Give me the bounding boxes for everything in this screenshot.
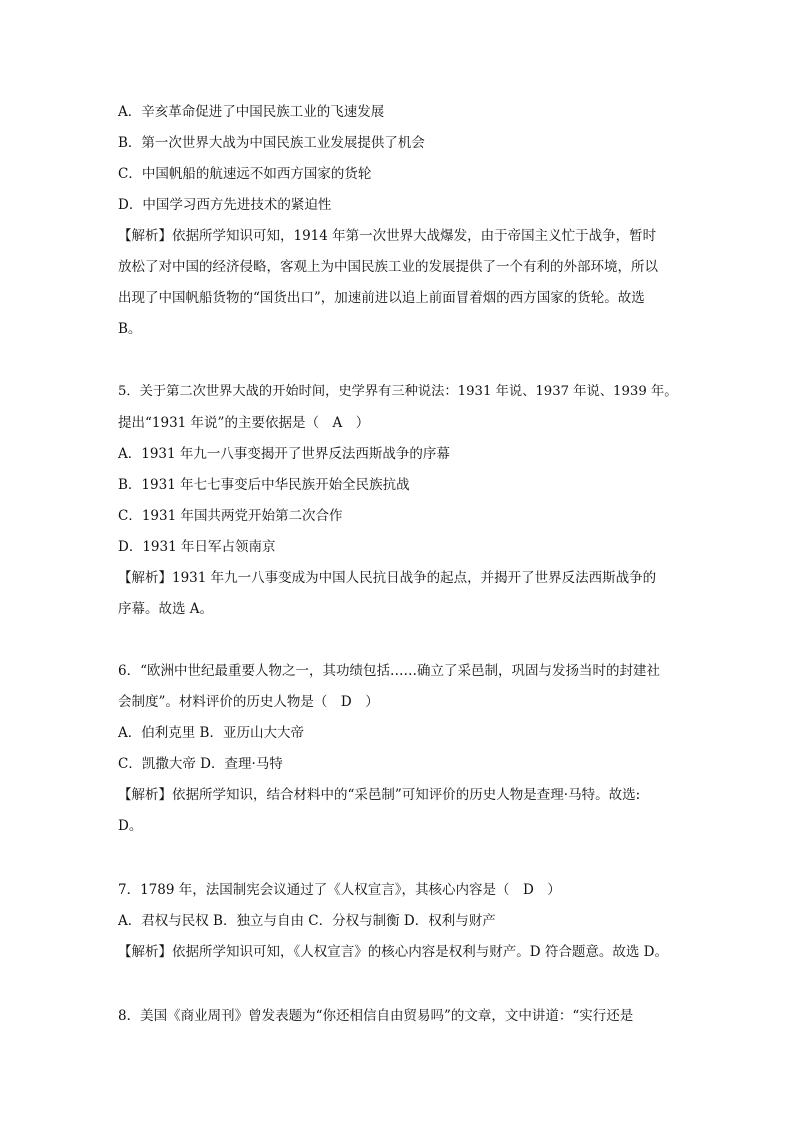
q6-stem-line-2: 会制度”。材料评价的历史人物是（ D ）	[118, 694, 379, 710]
q4-analysis-line-2: 放松了对中国的经济侵略，客观上为中国民族工业的发展提供了一个有利的外部环境，所以	[118, 259, 658, 275]
q5-analysis-line-2: 序幕。故选 A。	[118, 601, 214, 617]
q5-stem-line-1: 5．关于第二次世界大战的开始时间，史学界有三种说法：1931 年说、1937 年说、1939 年。	[118, 384, 678, 399]
q4-analysis-line-3: 出现了中国帆船货物的“国货出口”，加速前进以追上前面冒着烟的西方国家的货轮。故选	[118, 290, 645, 306]
q4-option-c: C．中国帆船的航速远不如西方国家的货轮	[118, 166, 372, 182]
q8-stem: 8．美国《商业周刊》曾发表题为“你还相信自由贸易吗”的文章，文中讲道：“实行还是	[118, 1008, 634, 1024]
q4-option-b: B．第一次世界大战为中国民族工业发展提供了机会	[118, 135, 425, 151]
q5-option-c: C．1931 年国共两党开始第二次合作	[118, 508, 343, 524]
q5-option-d: D．1931 年日军占领南京	[118, 539, 276, 555]
q4-option-d: D．中国学习西方先进技术的紧迫性	[118, 197, 332, 213]
q7-stem: 7．1789 年，法国制宪会议通过了《人权宣言》，其核心内容是（ D ）	[118, 882, 561, 898]
q4-analysis-line-1: 【解析】依据所学知识可知，1914 年第一次世界大战爆发，由于帝国主义忙于战争，暂时	[118, 228, 657, 244]
q6-options-ab: A．伯利克里 B．亚历山大大帝	[118, 725, 304, 741]
q6-analysis-line-1: 【解析】依据所学知识，结合材料中的“采邑制”可知评价的历史人物是查理·马特。故选:	[118, 787, 641, 803]
q7-options: A．君权与民权 B．独立与自由 C．分权与制衡 D．权利与财产	[118, 913, 496, 929]
q5-option-b: B．1931 年七七事变后中华民族开始全民族抗战	[118, 477, 410, 493]
q5-stem-line-2: 提出“1931 年说”的主要依据是（ A ）	[118, 415, 370, 431]
q6-options-cd: C．凯撒大帝 D．查理·马特	[118, 756, 283, 772]
q5-option-a: A．1931 年九一八事变揭开了世界反法西斯战争的序幕	[118, 446, 450, 462]
q7-analysis: 【解析】依据所学知识可知，《人权宣言》的核心内容是权利与财产。D 符合题意。故选 D。	[118, 944, 668, 960]
q4-option-a: A．辛亥革命促进了中国民族工业的飞速发展	[118, 104, 385, 120]
q5-analysis-line-1: 【解析】1931 年九一八事变成为中国人民抗日战争的起点，并揭开了世界反法西斯战争的	[118, 570, 657, 586]
q4-analysis-line-4: B。	[118, 321, 142, 337]
q6-stem-line-1: 6．“欧洲中世纪最重要人物之一，其功绩包括……确立了采邑制，巩固与发扬当时的封建社	[118, 663, 660, 679]
q6-analysis-line-2: D。	[118, 818, 143, 834]
